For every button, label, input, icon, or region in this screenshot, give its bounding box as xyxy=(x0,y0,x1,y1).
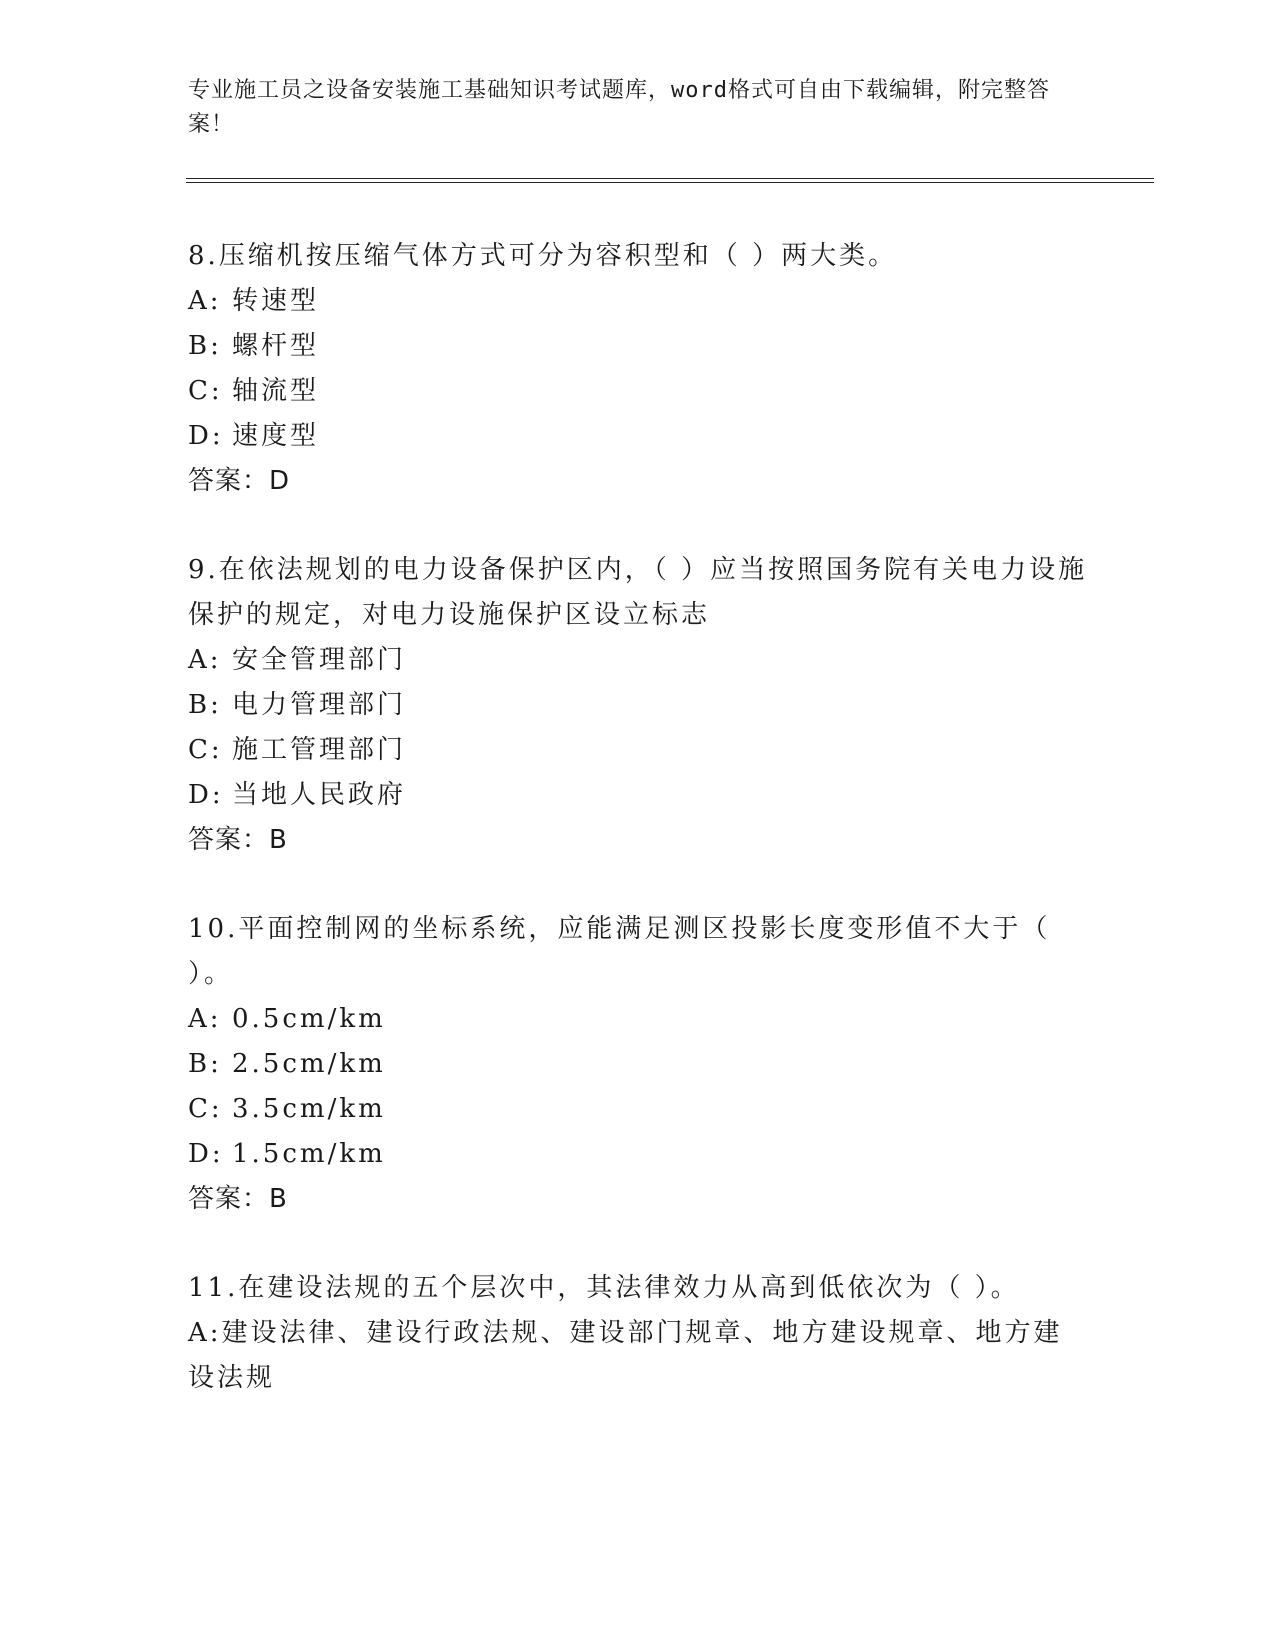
answer-line: 答案：B xyxy=(188,825,288,855)
option-text: 安全管理部门 xyxy=(232,645,407,675)
option-text: 0.5cm/km xyxy=(232,1004,386,1034)
option-c xyxy=(188,369,1088,414)
option-text: 速度型 xyxy=(232,421,320,451)
option-letter: C: xyxy=(188,1094,223,1124)
option-letter: C: xyxy=(188,735,223,765)
option-text: 施工管理部门 xyxy=(232,735,407,765)
option-text: 1.5cm/km xyxy=(232,1139,386,1169)
option-letter: D: xyxy=(188,780,224,810)
option-a xyxy=(188,279,1088,324)
question-stem: 11.在建设法规的五个层次中，其法律效力从高到低依次为（ ）。 xyxy=(188,1273,1020,1303)
option-letter: B: xyxy=(188,690,222,720)
option-letter: B: xyxy=(188,331,222,361)
option-c xyxy=(188,1087,1088,1132)
option-letter: A: xyxy=(188,286,222,316)
option-text: 当地人民政府 xyxy=(232,780,407,810)
option-letter: B: xyxy=(188,1049,222,1079)
option-text: 轴流型 xyxy=(232,376,320,406)
option-c xyxy=(188,728,1088,773)
option-text: 2.5cm/km xyxy=(232,1049,386,1079)
option-d xyxy=(188,1132,1088,1177)
option-text: 转速型 xyxy=(232,286,320,316)
option-text: 电力管理部门 xyxy=(232,690,407,720)
option-a xyxy=(188,638,1088,683)
question-stem: 8.压缩机按压缩气体方式可分为容积型和（ ）两大类。 xyxy=(188,241,898,271)
option-letter: A: xyxy=(188,1318,222,1348)
option-letter: A: xyxy=(188,645,222,675)
option-d xyxy=(188,773,1088,818)
question-list xyxy=(188,234,1088,1445)
option-a xyxy=(188,1311,1088,1401)
option-text: 螺杆型 xyxy=(232,331,320,361)
option-a xyxy=(188,997,1088,1042)
option-letter: D: xyxy=(188,421,224,451)
answer-line: 答案：D xyxy=(188,466,291,496)
question-9 xyxy=(188,548,1088,863)
option-b xyxy=(188,683,1088,728)
option-b xyxy=(188,324,1088,369)
question-stem: 9.在依法规划的电力设备保护区内，（ ）应当按照国务院有关电力设施保护的规定，对电力设施保护区设立标志 xyxy=(188,555,1088,630)
option-letter: A: xyxy=(188,1004,222,1034)
option-b xyxy=(188,1042,1088,1087)
header-divider-bottom xyxy=(186,182,1154,183)
option-text: 建设法律、建设行政法规、建设部门规章、地方建设规章、地方建设法规 xyxy=(188,1318,1063,1393)
option-letter: C: xyxy=(188,376,223,406)
header-divider-top xyxy=(186,178,1154,179)
option-letter: D: xyxy=(188,1139,224,1169)
option-text: 3.5cm/km xyxy=(232,1094,386,1124)
header-description: 专业施工员之设备安装施工基础知识考试题库，word格式可自由下载编辑，附完整答案！ xyxy=(188,78,1050,137)
option-d xyxy=(188,414,1088,459)
question-10 xyxy=(188,907,1088,1222)
question-8 xyxy=(188,234,1088,504)
question-stem: 10.平面控制网的坐标系统，应能满足测区投影长度变形值不大于（ ）。 xyxy=(188,914,1051,989)
answer-line: 答案：B xyxy=(188,1184,288,1214)
question-11 xyxy=(188,1266,1088,1401)
